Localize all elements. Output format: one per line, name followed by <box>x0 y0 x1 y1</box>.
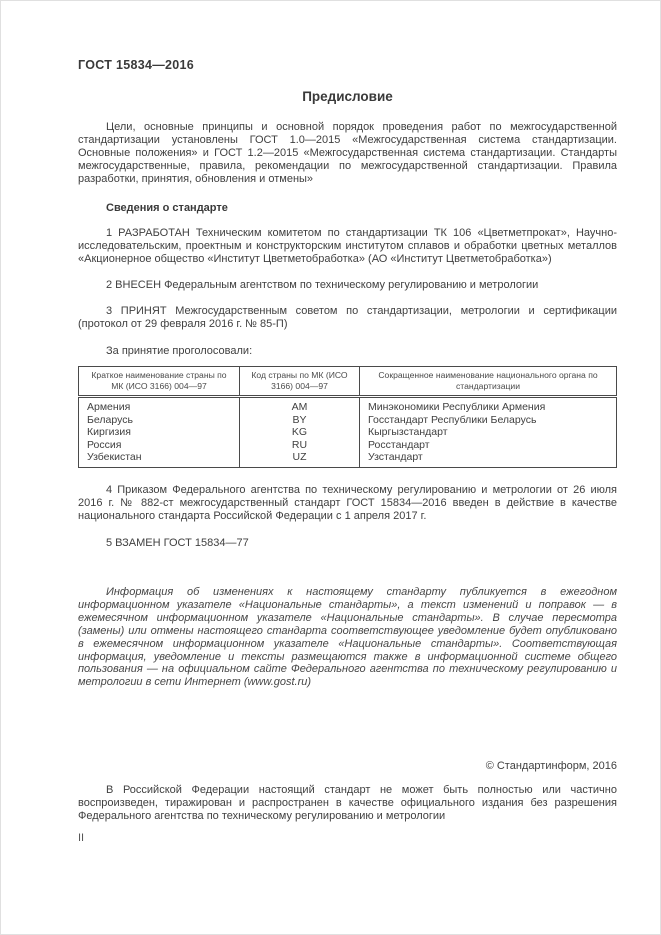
cell-code: BY <box>240 414 360 427</box>
cell-code: UZ <box>240 451 360 467</box>
col-header-national-body: Сокращенное наименование национального органа по стандартизации <box>360 367 617 397</box>
intro-paragraph: Цели, основные принципы и основной порядок проведения работ по межгосударственной стандартизации установлены ГОСТ 1.0—2015 «Межгосударственная система стандартизации. Основные положения» и ГОСТ 1.2—2015 «Межгосударственная система стандартизации. Стандарты межгосударственные, правила, рекомендации по межгосударственной стандартизации. Правила разработки, принятия, обновления и отмены» <box>78 121 617 185</box>
col-header-country-code: Код страны по МК (ИСО 3166) 004—97 <box>240 367 360 397</box>
standard-info-item-5: 5 ВЗАМЕН ГОСТ 15834—77 <box>106 536 249 549</box>
standard-info-item-4: 4 Приказом Федерального агентства по техническому регулированию и метрологии от 26 июля 2016 г. № 882-ст межгосударственный стандарт ГОСТ 15834—2016 введен в действие в качестве национального стандарта Российской Федерации с 1 апреля 2017 г. <box>78 483 617 522</box>
page-number: II <box>78 832 85 845</box>
cell-country: Узбекистан <box>79 451 240 467</box>
cell-body: Минэкономики Республики Армения <box>360 397 617 414</box>
cell-body: Госстандарт Республики Беларусь <box>360 414 617 427</box>
table-row <box>79 414 617 427</box>
standard-info-item-1: 1 РАЗРАБОТАН Техническим комитетом по стандартизации ТК 106 «Цветметпрокат», Научно-исследовательским, проектным и конструкторским институтом сплавов и обработки цветных металлов «Акционерное общество «Институт Цветметобработка» (АО «Институт Цветметобработка») <box>78 227 617 265</box>
table-row <box>79 397 617 414</box>
cell-body: Узстандарт <box>360 451 617 467</box>
cell-body: Кыргызстандарт <box>360 426 617 439</box>
page-title: Предисловие <box>302 89 393 104</box>
cell-country: Россия <box>79 439 240 452</box>
standard-info-item-3: 3 ПРИНЯТ Межгосударственным советом по стандартизации, метрологии и сертификации (протокол от 29 февраля 2016 г. № 85-П) <box>78 305 617 330</box>
table-row <box>79 439 617 452</box>
standard-info-item-2: 2 ВНЕСЕН Федеральным агентством по техническому регулированию и метрологии <box>106 279 539 291</box>
table-body <box>79 397 617 468</box>
cell-country: Армения <box>79 397 240 414</box>
cell-code: RU <box>240 439 360 452</box>
copyright-line: © Стандартинформ, 2016 <box>485 760 617 773</box>
amendments-notice: Информация об изменениях к настоящему стандарту публикуется в ежегодном информационном указателе «Национальные стандарты», а текст изменений и поправок — в ежемесячном информационном указателе «Национальные стандарты». В случае пересмотра (замены) или отмены настоящего стандарта соответствующее уведомление будет опубликовано в ежемесячном информационном указателе «Национальные стандарты». Соответствующая информация, уведомление и тексты размещаются также в информационной системе общего пользования — на официальном сайте Федерального агентства по техническому регулированию и метрологии в сети Интернет (www.gost.ru) <box>78 585 617 689</box>
table-header <box>79 367 617 397</box>
document-code: ГОСТ 15834—2016 <box>78 58 195 72</box>
cell-country: Киргизия <box>79 426 240 439</box>
cell-code: KG <box>240 426 360 439</box>
reproduction-restriction: В Российской Федерации настоящий стандарт не может быть полностью или частично воспроизведен, тиражирован и распространен в качестве официального издания без разрешения Федерального агентства по техническому регулированию и метрологии <box>78 784 617 823</box>
cell-code: AM <box>240 397 360 414</box>
table-row <box>79 426 617 439</box>
cell-body: Росстандарт <box>360 439 617 452</box>
col-header-country-name: Краткое наименование страны по МК (ИСО 3166) 004—97 <box>79 367 240 397</box>
table-row <box>79 451 617 467</box>
section-heading-standard-info: Сведения о стандарте <box>106 202 228 214</box>
voting-countries-table <box>78 366 617 468</box>
cell-country: Беларусь <box>79 414 240 427</box>
vote-intro-line: За принятие проголосовали: <box>106 345 253 357</box>
page-content <box>78 1 617 844</box>
